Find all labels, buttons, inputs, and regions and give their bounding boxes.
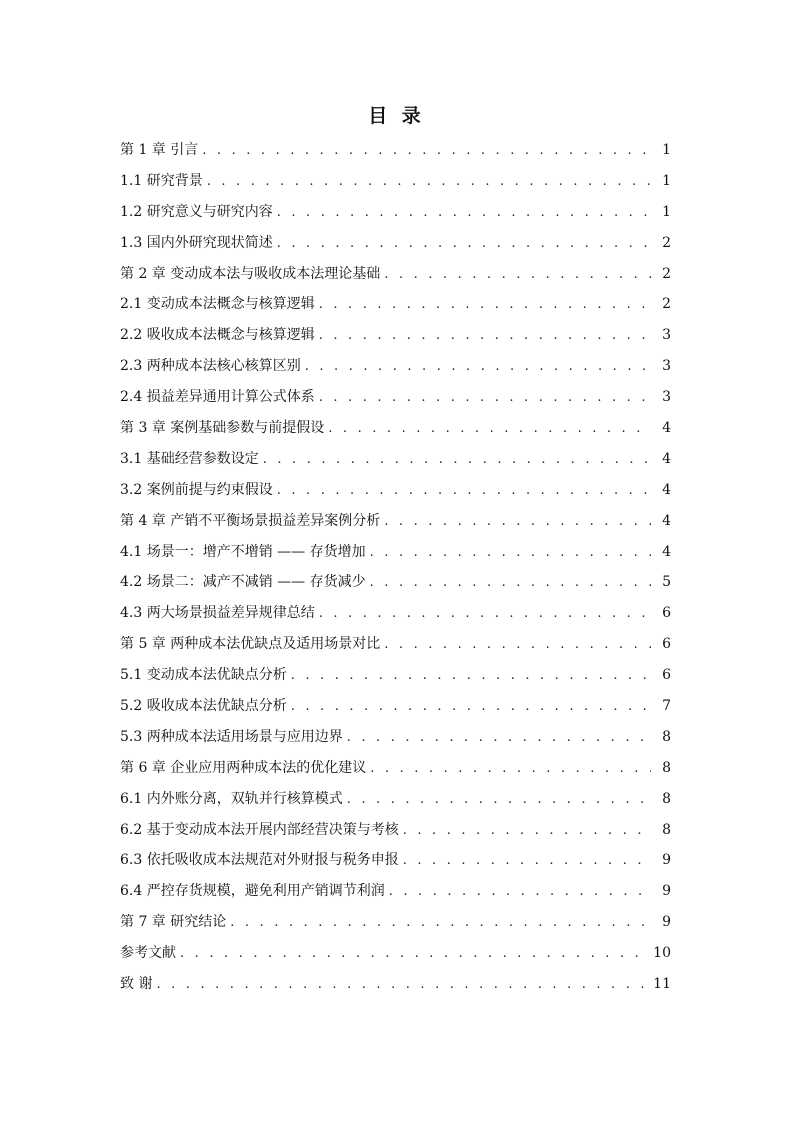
toc-entry-label: 4.1 场景一：增产不增销 —— 存货增加	[120, 543, 366, 560]
toc-entry[interactable]	[120, 230, 671, 261]
toc-entry-label: 第 5 章 两种成本法优缺点及适用场景对比	[120, 636, 381, 653]
dot-leader	[370, 570, 651, 596]
toc-entry-page: 3	[662, 389, 671, 406]
toc-entry[interactable]	[120, 600, 671, 631]
toc-entry[interactable]	[120, 539, 671, 570]
dot-leader	[389, 879, 651, 905]
toc-entry-page: 1	[662, 203, 671, 220]
dot-leader	[319, 601, 651, 627]
dot-leader	[403, 818, 651, 844]
dot-leader	[347, 787, 651, 813]
toc-entry-page: 6	[662, 636, 671, 653]
dot-leader	[230, 910, 651, 936]
dot-leader	[384, 262, 651, 288]
toc-entry[interactable]	[120, 909, 671, 940]
toc-entry-page: 3	[662, 327, 671, 344]
dot-leader	[347, 725, 651, 751]
toc-entry[interactable]	[120, 662, 671, 693]
toc-entry-label: 6.2 基于变动成本法开展内部经营决策与考核	[120, 821, 399, 838]
dot-leader	[319, 385, 651, 411]
toc-entry-label: 5.1 变动成本法优缺点分析	[120, 667, 287, 684]
toc-entry[interactable]	[120, 446, 671, 477]
toc-entry-label: 3.1 基础经营参数设定	[120, 450, 259, 467]
toc-entry[interactable]	[120, 477, 671, 508]
toc-entry[interactable]	[120, 631, 671, 662]
toc-entry-page: 4	[662, 450, 671, 467]
toc-entry-page: 6	[662, 605, 671, 622]
dot-leader	[207, 169, 651, 195]
toc-entry-label: 2.2 吸收成本法概念与核算逻辑	[120, 327, 315, 344]
toc-entry-page: 1	[662, 142, 671, 158]
toc-entry-label: 5.2 吸收成本法优缺点分析	[120, 698, 287, 715]
toc-entry-label: 4.3 两大场景损益差异规律总结	[120, 605, 315, 622]
toc-entry[interactable]	[120, 415, 671, 446]
toc-entry-page: 2	[662, 296, 671, 313]
toc-entry-label: 第 1 章 引言	[120, 142, 199, 158]
dot-leader	[156, 972, 647, 998]
toc-entry-label: 6.4 严控存货规模，避免利用产销调节利润	[120, 883, 385, 900]
toc-entry[interactable]	[120, 693, 671, 724]
toc-entry-page: 2	[662, 234, 671, 251]
toc-entry-page: 7	[662, 698, 671, 715]
toc-entry[interactable]	[120, 291, 671, 322]
toc-entry[interactable]	[120, 508, 671, 539]
toc-entry-label: 第 6 章 企业应用两种成本法的优化建议	[120, 759, 367, 776]
toc-entry-page: 3	[662, 358, 671, 375]
dot-leader	[384, 509, 651, 535]
toc-entry[interactable]	[120, 199, 671, 230]
toc-entry-page: 2	[662, 265, 671, 282]
toc-entry[interactable]	[120, 137, 671, 168]
dot-leader	[305, 354, 651, 380]
dot-leader	[384, 632, 651, 658]
dot-leader	[263, 447, 651, 473]
toc-entry-page: 8	[662, 728, 671, 745]
toc-entry[interactable]	[120, 569, 671, 600]
toc-entry-page: 1	[662, 172, 671, 189]
toc-entry-page: 4	[662, 420, 671, 437]
toc-entry-page: 5	[662, 574, 671, 591]
toc-entry-label: 1.1 研究背景	[120, 172, 203, 189]
toc-entry[interactable]	[120, 168, 671, 199]
dot-leader	[403, 848, 651, 874]
toc-entry-label: 第 4 章 产销不平衡场景损益差异案例分析	[120, 512, 381, 529]
toc-entry[interactable]	[120, 724, 671, 755]
toc-entry-page: 4	[662, 512, 671, 529]
dot-leader	[277, 478, 651, 504]
toc-entry[interactable]	[120, 971, 671, 1002]
toc-entry[interactable]	[120, 817, 671, 848]
dot-leader	[319, 292, 651, 318]
toc-entry[interactable]	[120, 384, 671, 415]
toc-entry-page: 4	[662, 543, 671, 560]
toc-entry-label: 5.3 两种成本法适用场景与应用边界	[120, 728, 343, 745]
toc-entry[interactable]	[120, 261, 671, 292]
toc-entry[interactable]	[120, 878, 671, 909]
dot-leader	[180, 941, 647, 967]
dot-leader	[370, 540, 651, 566]
toc-entry-label: 致 谢	[120, 976, 153, 993]
toc-entry-page: 8	[662, 759, 671, 776]
toc-entry-page: 6	[662, 667, 671, 684]
toc-entry-page: 9	[662, 852, 671, 869]
toc-title: 目 录	[368, 105, 425, 127]
toc-entry[interactable]	[120, 755, 671, 786]
toc-entry-label: 2.4 损益差异通用计算公式体系	[120, 389, 315, 406]
toc-entry-page: 9	[662, 883, 671, 900]
toc-entry-label: 2.3 两种成本法核心核算区别	[120, 358, 301, 375]
dot-leader	[370, 756, 651, 782]
toc-entry-label: 1.2 研究意义与研究内容	[120, 203, 273, 220]
toc-entry-page: 11	[653, 976, 671, 993]
toc-entry-label: 参考文献	[120, 945, 176, 962]
dot-leader	[277, 231, 651, 257]
dot-leader	[328, 416, 651, 442]
dot-leader	[291, 694, 651, 720]
toc-entry[interactable]	[120, 322, 671, 353]
toc-list	[120, 137, 671, 1002]
toc-entry[interactable]	[120, 786, 671, 817]
toc-entry-label: 4.2 场景二：减产不减销 —— 存货减少	[120, 574, 366, 591]
toc-entry-label: 1.3 国内外研究现状简述	[120, 234, 273, 251]
toc-entry-label: 6.1 内外账分离，双轨并行核算模式	[120, 790, 343, 807]
toc-entry-page: 8	[662, 790, 671, 807]
dot-leader	[291, 663, 651, 689]
toc-entry[interactable]	[120, 940, 671, 971]
dot-leader	[202, 138, 651, 164]
toc-entry-label: 第 3 章 案例基础参数与前提假设	[120, 420, 325, 437]
toc-entry-label: 第 7 章 研究结论	[120, 914, 227, 931]
toc-entry[interactable]	[120, 847, 671, 878]
toc-entry-page: 10	[653, 945, 671, 962]
toc-entry[interactable]	[120, 353, 671, 384]
toc-entry-page: 9	[662, 914, 671, 931]
dot-leader	[277, 200, 651, 226]
toc-entry-label: 2.1 变动成本法概念与核算逻辑	[120, 296, 315, 313]
toc-entry-label: 6.3 依托吸收成本法规范对外财报与税务申报	[120, 852, 399, 869]
toc-entry-label: 第 2 章 变动成本法与吸收成本法理论基础	[120, 265, 381, 282]
toc-entry-label: 3.2 案例前提与约束假设	[120, 481, 273, 498]
dot-leader	[319, 323, 651, 349]
toc-entry-page: 4	[662, 481, 671, 498]
toc-entry-page: 8	[662, 821, 671, 838]
